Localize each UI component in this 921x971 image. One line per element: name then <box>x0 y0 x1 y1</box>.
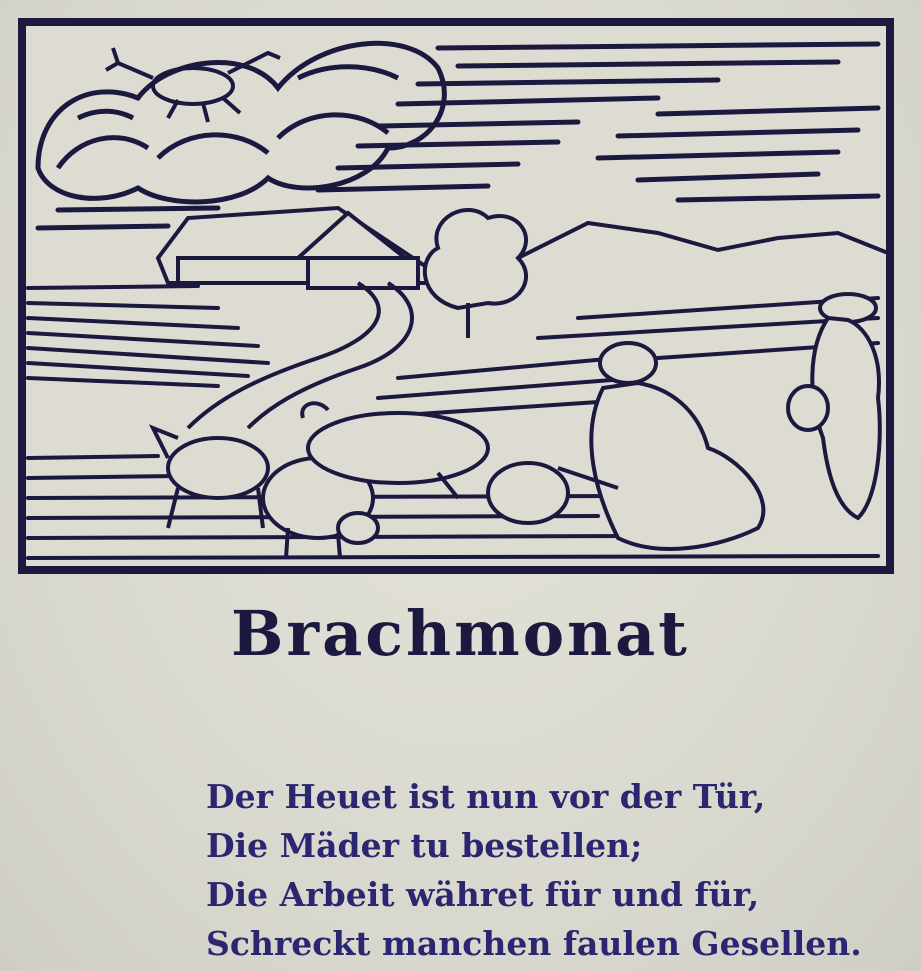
page-title: Brachmonat <box>231 597 690 670</box>
verse-line: Die Arbeit währet für und für, <box>206 875 760 914</box>
verse-line: Der Heuet ist nun vor der Tür, <box>206 777 766 816</box>
woodcut-svg <box>18 18 894 574</box>
verse-line: Schreckt manchen faulen Gesellen. <box>206 924 862 963</box>
verse-line: Die Mäder tu bestellen; <box>206 826 643 865</box>
verse <box>206 772 866 968</box>
woodcut-illustration <box>18 18 894 574</box>
